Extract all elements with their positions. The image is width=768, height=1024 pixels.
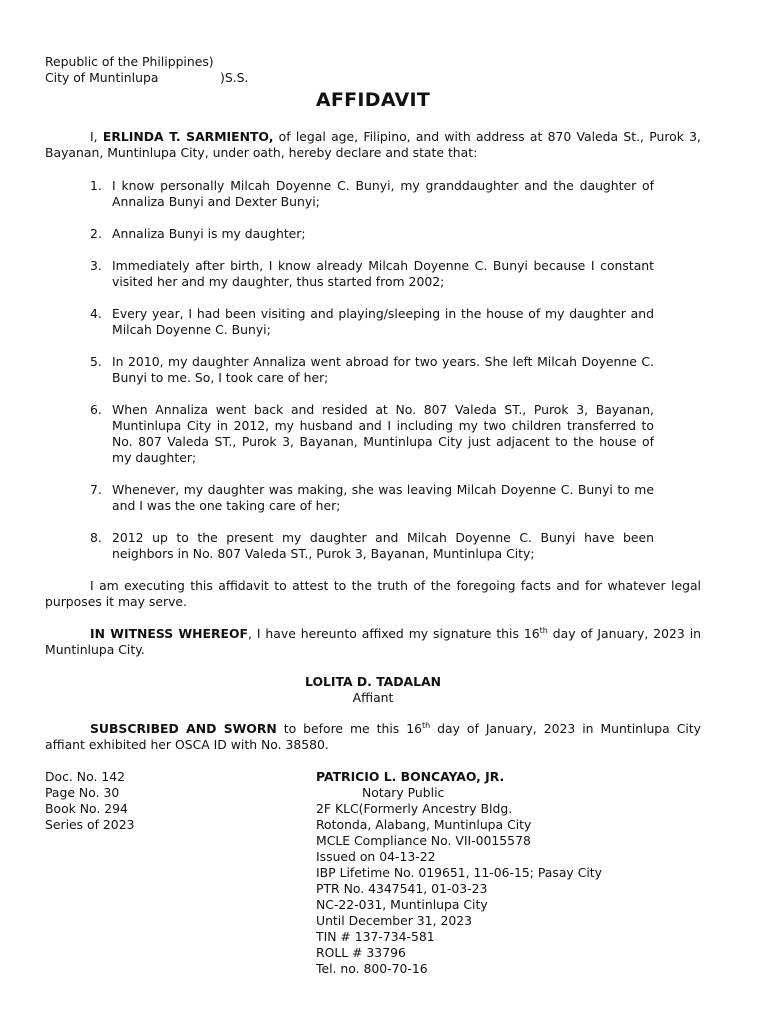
book-number: Book No. 294 xyxy=(45,801,128,816)
list-item-text: In 2010, my daughter Annaliza went abroad for two years. She left Milcah Doyenne C. Bunyi to me. So, I took care of her; xyxy=(112,354,654,385)
intro-pre: I, xyxy=(90,129,103,144)
document-title: AFFIDAVIT xyxy=(315,89,431,111)
sworn-post: day of January, 2023 in Muntinlupa City affiant exhibited her OSCA ID with No. 38580. xyxy=(45,721,702,752)
venue-city: City of Muntinlupa xyxy=(45,70,159,85)
witness-paragraph xyxy=(45,626,701,658)
list-item xyxy=(90,482,654,514)
witness-heading: IN WITNESS WHEREOF xyxy=(90,626,248,641)
doc-number: Doc. No. 142 xyxy=(45,769,125,784)
witness-day-suffix: th xyxy=(539,625,548,635)
list-item-text: I know personally Milcah Doyenne C. Bunyi, my granddaughter and the daughter of Annaliza Bunyi and Dexter Bunyi; xyxy=(112,178,654,209)
affiant-label: Affiant xyxy=(352,690,394,705)
notary-detail-line: Until December 31, 2023 xyxy=(316,913,472,928)
notary-detail-line: Rotonda, Alabang, Muntinlupa City xyxy=(316,817,532,832)
notary-detail-line: IBP Lifetime No. 019651, 11-06-15; Pasay City xyxy=(316,865,602,880)
witness-pre: , I have hereunto affixed my signature this 16 xyxy=(247,626,540,641)
list-item-number: 4. xyxy=(90,306,102,321)
list-item-number: 3. xyxy=(90,258,102,273)
list-item-text: Immediately after birth, I know already Milcah Doyenne C. Bunyi because I constant visited her and my daughter, thus started from 2002; xyxy=(112,258,654,289)
sworn-paragraph xyxy=(45,721,701,753)
list-item-number: 8. xyxy=(90,530,102,545)
notary-detail-line: ROLL # 33796 xyxy=(316,945,406,960)
list-item xyxy=(90,530,654,562)
page-number: Page No. 30 xyxy=(45,785,120,800)
venue-ss: )S.S. xyxy=(220,70,249,85)
venue-republic: Republic of the Philippines) xyxy=(45,54,214,69)
notary-detail-line: 2F KLC(Formerly Ancestry Bldg. xyxy=(316,801,513,816)
notary-detail-line: NC-22-031, Muntinlupa City xyxy=(316,897,488,912)
list-item-number: 6. xyxy=(90,402,102,417)
affiant-name: LOLITA D. TADALAN xyxy=(305,674,441,689)
list-item xyxy=(90,354,654,386)
list-item-text: Annaliza Bunyi is my daughter; xyxy=(112,226,306,241)
intro-paragraph xyxy=(45,129,701,161)
notary-detail-line: MCLE Compliance No. VII-0015578 xyxy=(316,833,531,848)
list-item-text: When Annaliza went back and resided at No. 807 Valeda ST., Purok 3, Bayanan, Muntinlupa City in 2012, my husband and I including my two children transferred to No. 807 Valeda ST., Purok 3, Bayanan, Muntinlupa City just adjacent to the house of my daughter; xyxy=(112,402,654,465)
series-year: Series of 2023 xyxy=(45,817,135,832)
list-item xyxy=(90,226,654,242)
list-item-number: 2. xyxy=(90,226,102,241)
list-item xyxy=(90,402,654,466)
notary-detail-line: TIN # 137-734-581 xyxy=(316,929,435,944)
list-item-text: Whenever, my daughter was making, she was leaving Milcah Doyenne C. Bunyi to me and I was the one taking care of her; xyxy=(112,482,654,513)
list-item xyxy=(90,178,654,210)
sworn-pre: to before me this 16 xyxy=(276,721,422,736)
notary-detail-line: Tel. no. 800-70-16 xyxy=(316,961,428,976)
notary-block xyxy=(316,769,696,977)
notary-detail-line: Issued on 04-13-22 xyxy=(316,849,436,864)
notary-detail-line: PTR No. 4347541, 01-03-23 xyxy=(316,881,488,896)
document-record-block xyxy=(45,769,245,833)
list-item-number: 5. xyxy=(90,354,102,369)
notary-name: PATRICIO L. BONCAYAO, JR. xyxy=(316,769,505,784)
venue-block xyxy=(45,54,445,86)
intro-rest: of legal age, Filipino, and with address at 870 Valeda St., Purok 3, Bayanan, Muntinlupa City, under oath, hereby declare and state that: xyxy=(45,129,701,160)
list-item xyxy=(90,258,654,290)
witness-post: day of January, 2023 in Muntinlupa City. xyxy=(45,626,701,657)
list-item-number: 1. xyxy=(90,178,102,193)
notary-title: Notary Public xyxy=(362,785,445,800)
list-item xyxy=(90,306,654,338)
sworn-heading: SUBSCRIBED AND SWORN xyxy=(90,721,277,736)
affiant-declarant-name: ERLINDA T. SARMIENTO, xyxy=(102,129,274,144)
venue-city-line xyxy=(45,70,445,86)
sworn-day-suffix: th xyxy=(421,720,431,730)
list-item-number: 7. xyxy=(90,482,102,497)
list-item-text: Every year, I had been visiting and playing/sleeping in the house of my daughter and Milcah Doyenne C. Bunyi; xyxy=(112,306,654,337)
executing-paragraph: I am executing this affidavit to attest to the truth of the foregoing facts and for whatever legal purposes it may serve. xyxy=(45,578,701,609)
list-item-text: 2012 up to the present my daughter and Milcah Doyenne C. Bunyi have been neighbors in No. 807 Valeda ST., Purok 3, Bayanan, Muntinlupa City; xyxy=(112,530,654,561)
